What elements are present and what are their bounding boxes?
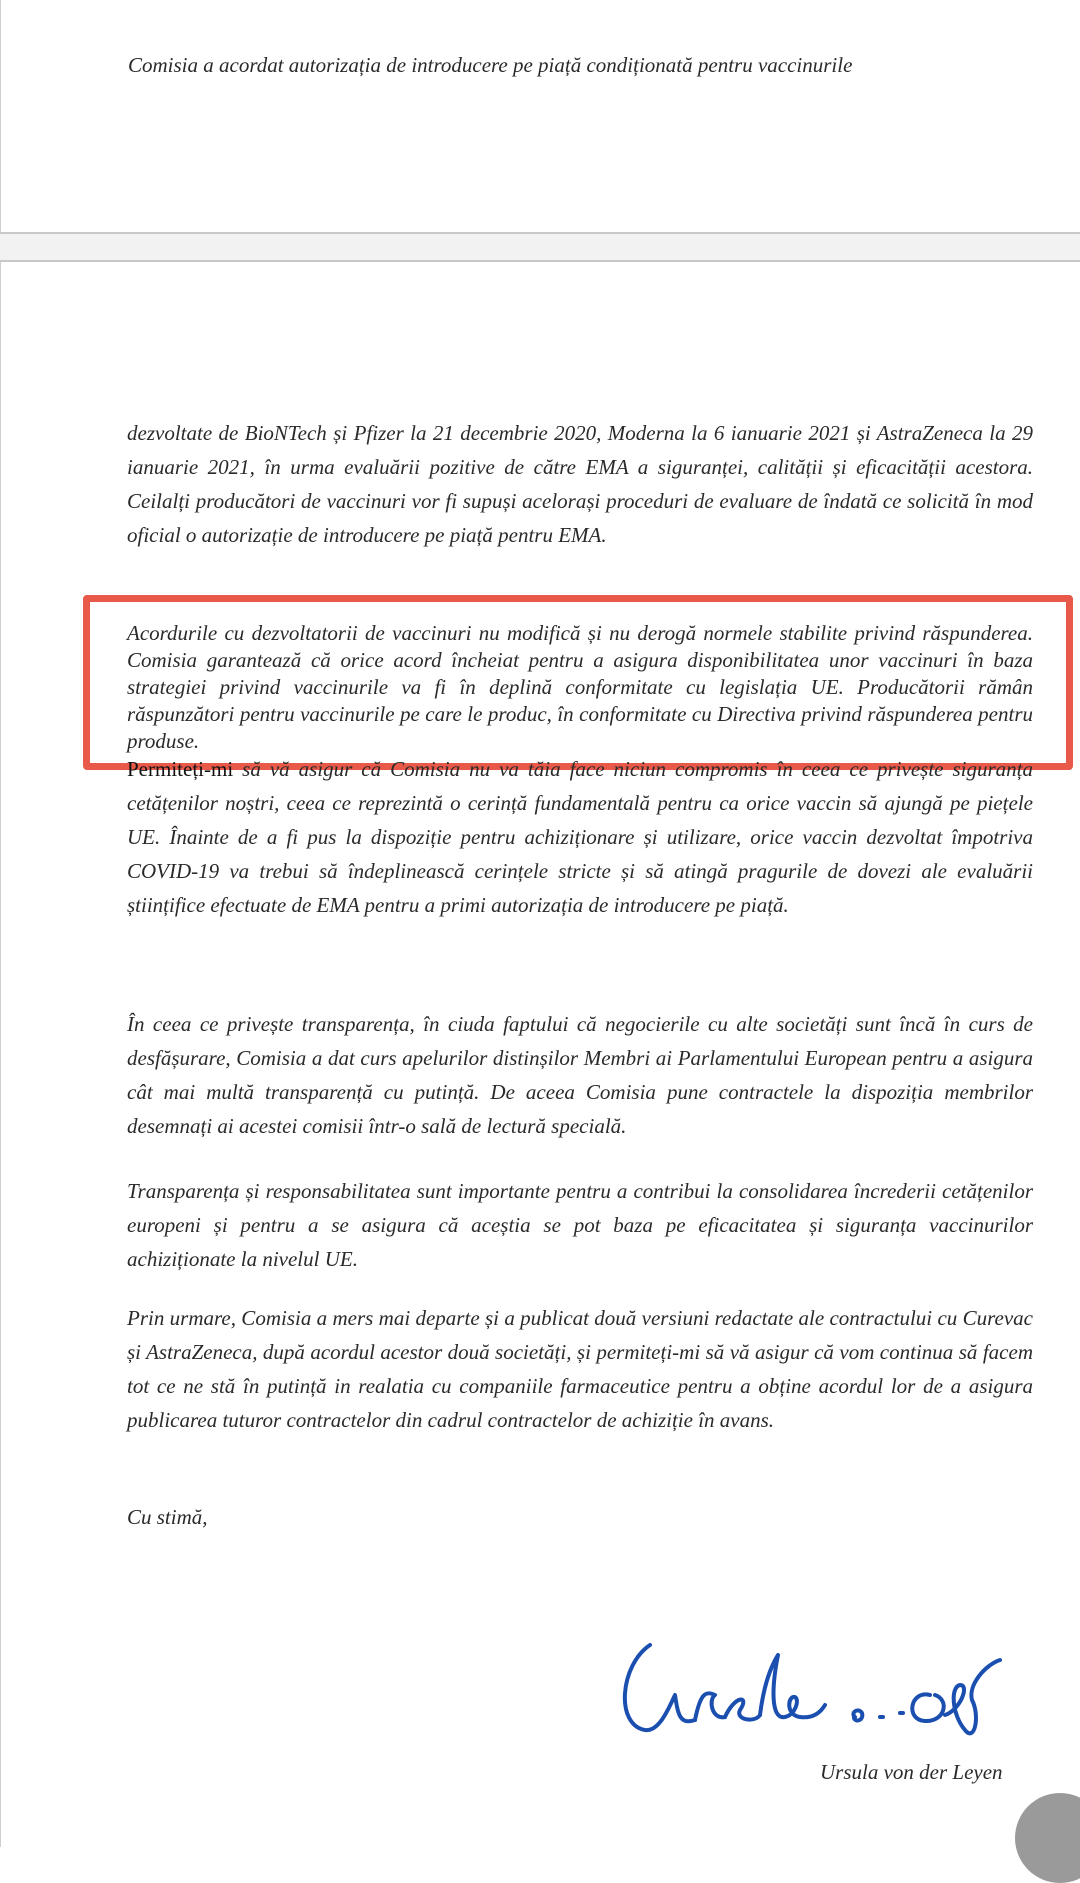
document-page-top (0, 0, 1080, 232)
page-separator (0, 232, 1080, 262)
handwritten-signature (600, 1625, 1040, 1745)
paragraph-liability: Acordurile cu dezvoltatorii de vaccinuri nu modifică și nu derogă normele stabilite privind răspunderea. Comisia garantează că orice acord încheiat pentru a asigura disponibilitatea unor vaccinuri în baza strategiei privind vaccinurile va fi în deplină conformitate cu legislația UE. Producătorii rămân răspunzători pentru vaccinurile pe care le produc, în conformitate cu Directiva privind răspunderea pentru produse. (127, 621, 1033, 753)
highlight-box (83, 595, 1073, 770)
paragraph-safety-rest: să vă asigur că Comisia nu va tăia face niciun compromis în ceea ce privește siguranța cetățenilor noștri, ceea ce reprezintă o cerință fundamentală pentru ca orice vaccin să ajungă pe piețele UE. Înainte de a fi pus la dispoziție pentru achiziționare și utilizare, orice vaccin dezvoltat împotriva COVID-19 va trebui să îndeplinească cerințele stricte și să atingă pragurile de dovezi ale evaluării științifice efectuate de EMA pentru a primi autorizația de introducere pe piață. (127, 757, 1033, 917)
paragraph-top: Comisia a acordat autorizația de introducere pe piață condiționată pentru vaccinurile (128, 53, 853, 77)
paragraph-safety (127, 752, 1033, 922)
paragraph-contracts-published: Prin urmare, Comisia a mers mai departe și a publicat două versiuni redactate ale contractului cu Curevac și AstraZeneca, după acordul acestor două societăți, și permiteți-mi să vă asigur că vom continua să facem tot ce ne stă în putință in realatia cu companiile farmaceutice pentru a obține acordul lor de a asigura publicarea tuturor contractelor din cadrul contractelor de achiziție în avans. (127, 1306, 1033, 1432)
paragraph-safety-lead: Permiteți-mi (127, 757, 234, 781)
paragraph-responsibility: Transparența și responsabilitatea sunt importante pentru a contribui la consolidarea încrederii cetățenilor europeni și pentru a se asigura că aceștia se pot baza pe eficacitatea și siguranța vaccinurilor achiziționate la nivelul UE. (127, 1179, 1033, 1271)
paragraph-vaccine-authorizations: dezvoltate de BioNTech și Pfizer la 21 decembrie 2020, Moderna la 6 ianuarie 2021 și AstraZeneca la 29 ianuarie 2021, în urma evaluării pozitive de către EMA a siguranței, calității și eficacității acestora. Ceilalți producători de vaccinuri vor fi supuși acelorași proceduri de evaluare de îndată ce solicită în mod oficial o autorizație de introducere pe piață pentru EMA. (127, 421, 1033, 547)
signer-name: Ursula von der Leyen (820, 1760, 1003, 1784)
closing-salutation: Cu stimă, (127, 1505, 208, 1529)
paragraph-transparency: În ceea ce privește transparența, în ciuda faptului că negocierile cu alte societăți sunt încă în curs de desfășurare, Comisia a dat curs apelurilor distinșilor Membri ai Parlamentului European pentru a asigura cât mai multă transparență cu putință. De aceea Comisia pune contractele la dispoziția membrilor desemnați ai acestei comisii într-o sală de lectură specială. (127, 1012, 1033, 1138)
